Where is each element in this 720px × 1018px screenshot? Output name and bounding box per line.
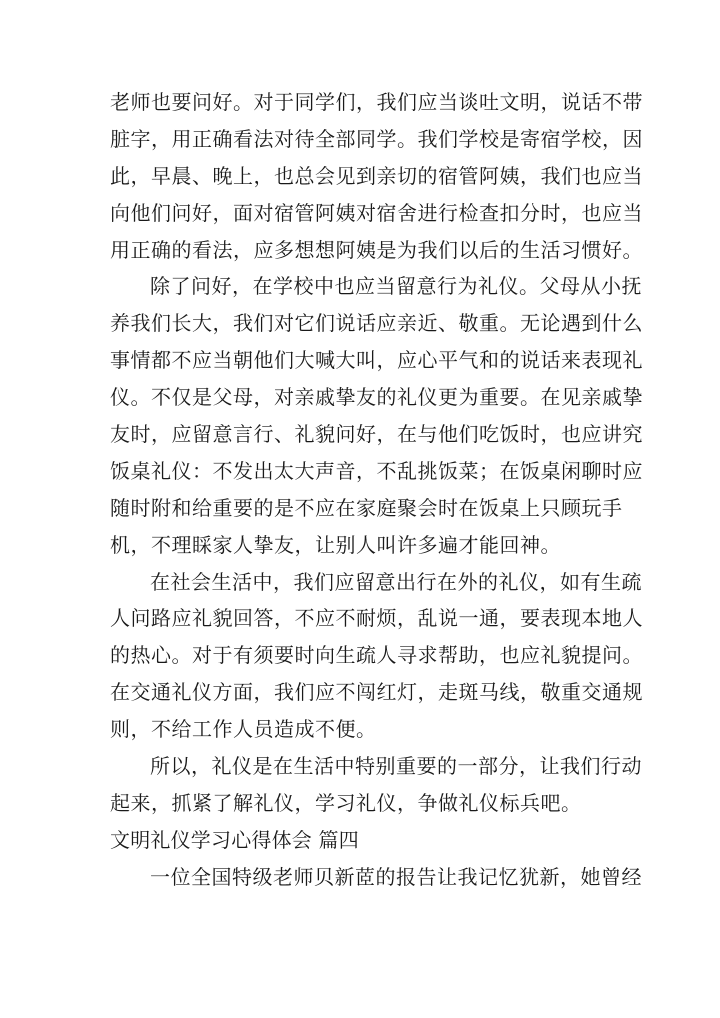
paragraph <box>110 84 643 268</box>
text-line: 仪。不仅是父母，对亲戚挚友的礼仪更为重要。在见亲戚挚 <box>110 385 643 410</box>
text-line: 脏字，用正确看法对待全部同学。我们学校是寄宿学校，因 <box>110 126 643 151</box>
text-line: 机，不理睬家人挚友，让别人叫许多遍才能回神。 <box>110 532 561 557</box>
text-line: 随时附和给重要的是不应在家庭聚会时在饭桌上只顾玩手 <box>110 495 623 520</box>
text-line: 一位全国特级老师贝新茝的报告让我记忆犹新，她曾经 <box>150 864 642 889</box>
section-heading: 文明礼仪学习心得体会 篇四 <box>110 827 359 852</box>
paragraph <box>110 748 642 822</box>
text-line: 饭桌礼仪：不发出太大声音，不乱挑饭菜；在饭桌闲聊时应 <box>110 458 643 483</box>
text-line: 用正确的看法，应多想想阿姨是为我们以后的生活习惯好。 <box>110 237 643 262</box>
text-line: 的热心。对于有须要时向生疏人寻求帮助，也应礼貌提问。 <box>110 643 643 668</box>
text-line: 友时，应留意言行、礼貌问好，在与他们吃饭时，也应讲究 <box>110 422 643 447</box>
paragraph <box>110 564 643 748</box>
text-line: 老师也要问好。对于同学们，我们应当谈吐文明，说话不带 <box>110 90 643 114</box>
text-line: 则，不给工作人员造成不便。 <box>110 717 377 742</box>
text-line: 除了问好，在学校中也应当留意行为礼仪。父母从小抚 <box>150 274 642 299</box>
text-line: 事情都不应当朝他们大喊大叫，应心平气和的说话来表现礼 <box>110 348 643 373</box>
text-line: 此，早晨、晚上，也总会见到亲切的宿管阿姨，我们也应当 <box>110 163 643 188</box>
text-line: 在社会生活中，我们应留意出行在外的礼仪，如有生疏 <box>150 569 642 594</box>
text-line: 起来，抓紧了解礼仪，学习礼仪，争做礼仪标兵吧。 <box>110 790 582 815</box>
text-line: 养我们长大，我们对它们说话应亲近、敬重。无论遇到什么 <box>110 311 643 336</box>
paragraph <box>110 859 642 896</box>
paragraph <box>110 268 643 563</box>
text-line: 人问路应礼貌回答，不应不耐烦，乱说一通，要表现本地人 <box>110 606 643 631</box>
document-page <box>110 84 643 896</box>
text-line: 在交通礼仪方面，我们应不闯红灯，走斑马线，敬重交通规 <box>110 680 643 705</box>
text-line: 所以，礼仪是在生活中特别重要的一部分，让我们行动 <box>150 754 642 779</box>
text-line: 向他们问好，面对宿管阿姨对宿舍进行检查扣分时，也应当 <box>110 200 643 225</box>
